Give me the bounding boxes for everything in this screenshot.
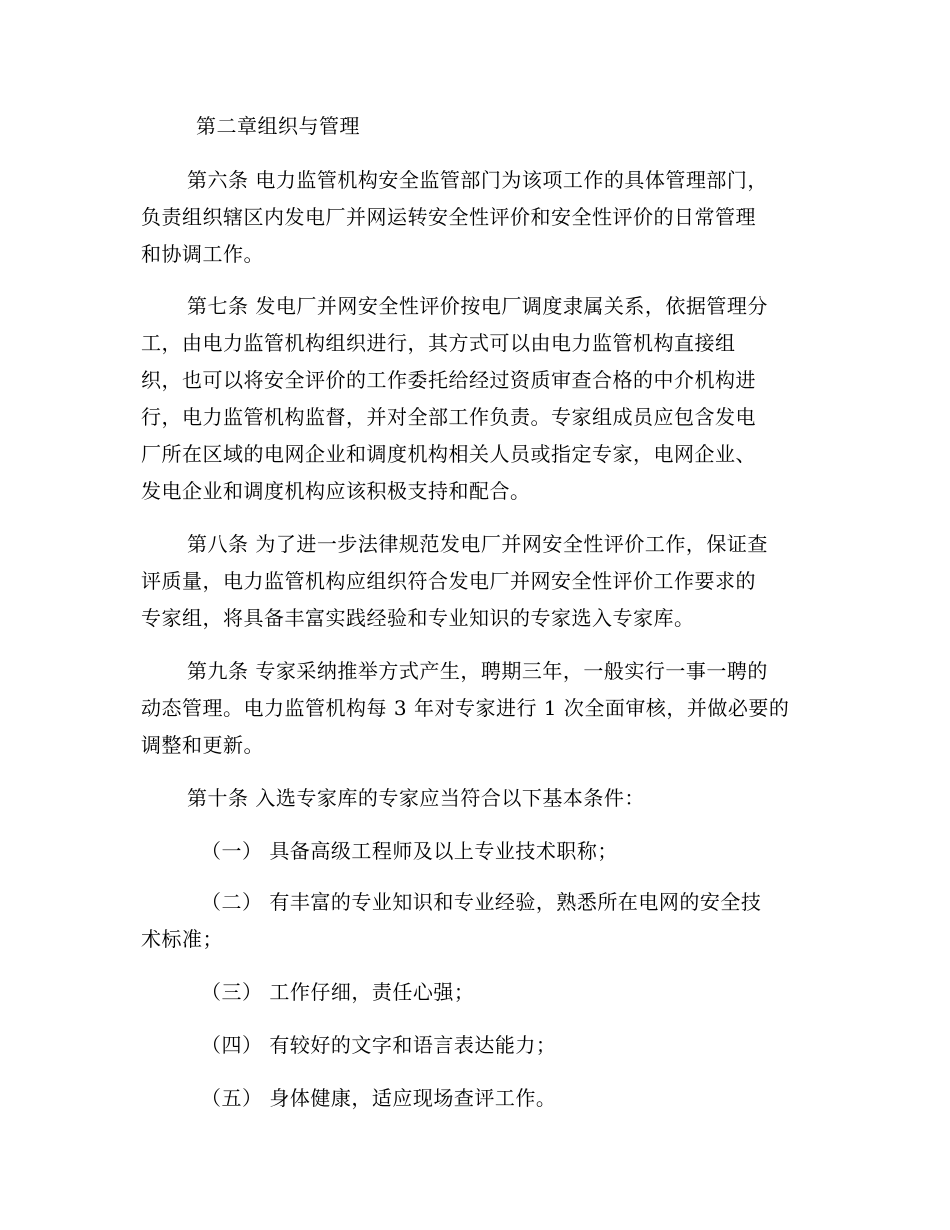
article-6-line-1: 第六条 电力监管机构安全监管部门为该项工作的具体管理部门，: [187, 168, 768, 192]
article-8-line-2: 评质量，电力监管机构应组织符合发电厂并网安全性评价工作要求的: [141, 569, 756, 593]
condition-1: （一） 具备高级工程师及以上专业技术职称；: [201, 839, 618, 863]
condition-3: （三） 工作仔细，责任心强；: [201, 980, 475, 1004]
article-7-line-6: 发电企业和调度机构应该积极支持和配合。: [141, 479, 531, 503]
condition-4: （四） 有较好的文字和语言表达能力；: [201, 1033, 557, 1057]
article-8-line-3: 专家组，将具备丰富实践经验和专业知识的专家选入专家库。: [141, 606, 695, 630]
article-6-line-2: 负责组织辖区内发电厂并网运转安全性评价和安全性评价的日常管理: [141, 205, 756, 229]
article-9-line-3: 调整和更新。: [141, 733, 264, 757]
article-10-line-1: 第十条 入选专家库的专家应当符合以下基本条件：: [187, 786, 645, 810]
article-9-line-1: 第九条 专家采纳推举方式产生，聘期三年，一般实行一事一聘的: [187, 659, 768, 683]
article-7-line-5: 厂所在区域的电网企业和调度机构相关人员或指定专家，电网企业、: [141, 442, 756, 466]
article-7-line-3: 织，也可以将安全评价的工作委托给经过资质审查合格的中介机构进: [141, 368, 756, 392]
article-8-line-1: 第八条 为了进一步法律规范发电厂并网安全性评价工作，保证查: [187, 532, 768, 556]
condition-5: （五） 身体健康，适应现场查评工作。: [201, 1086, 557, 1110]
condition-2-line-2: 术标准；: [141, 927, 223, 951]
article-6-line-3: 和协调工作。: [141, 242, 264, 266]
condition-2-line-1: （二） 有丰富的专业知识和专业经验，熟悉所在电网的安全技: [201, 890, 762, 914]
article-7-line-1: 第七条 发电厂并网安全性评价按电厂调度隶属关系，依据管理分: [187, 294, 768, 318]
article-7-line-2: 工，由电力监管机构组织进行，其方式可以由电力监管机构直接组: [141, 331, 736, 355]
article-7-line-4: 行，电力监管机构监督，并对全部工作负责。专家组成员应包含发电: [141, 405, 756, 429]
chapter-title: 第二章组织与管理: [196, 114, 360, 138]
article-9-line-2: 动态管理。电力监管机构每 3 年对专家进行 1 次全面审核，并做必要的: [141, 696, 790, 720]
